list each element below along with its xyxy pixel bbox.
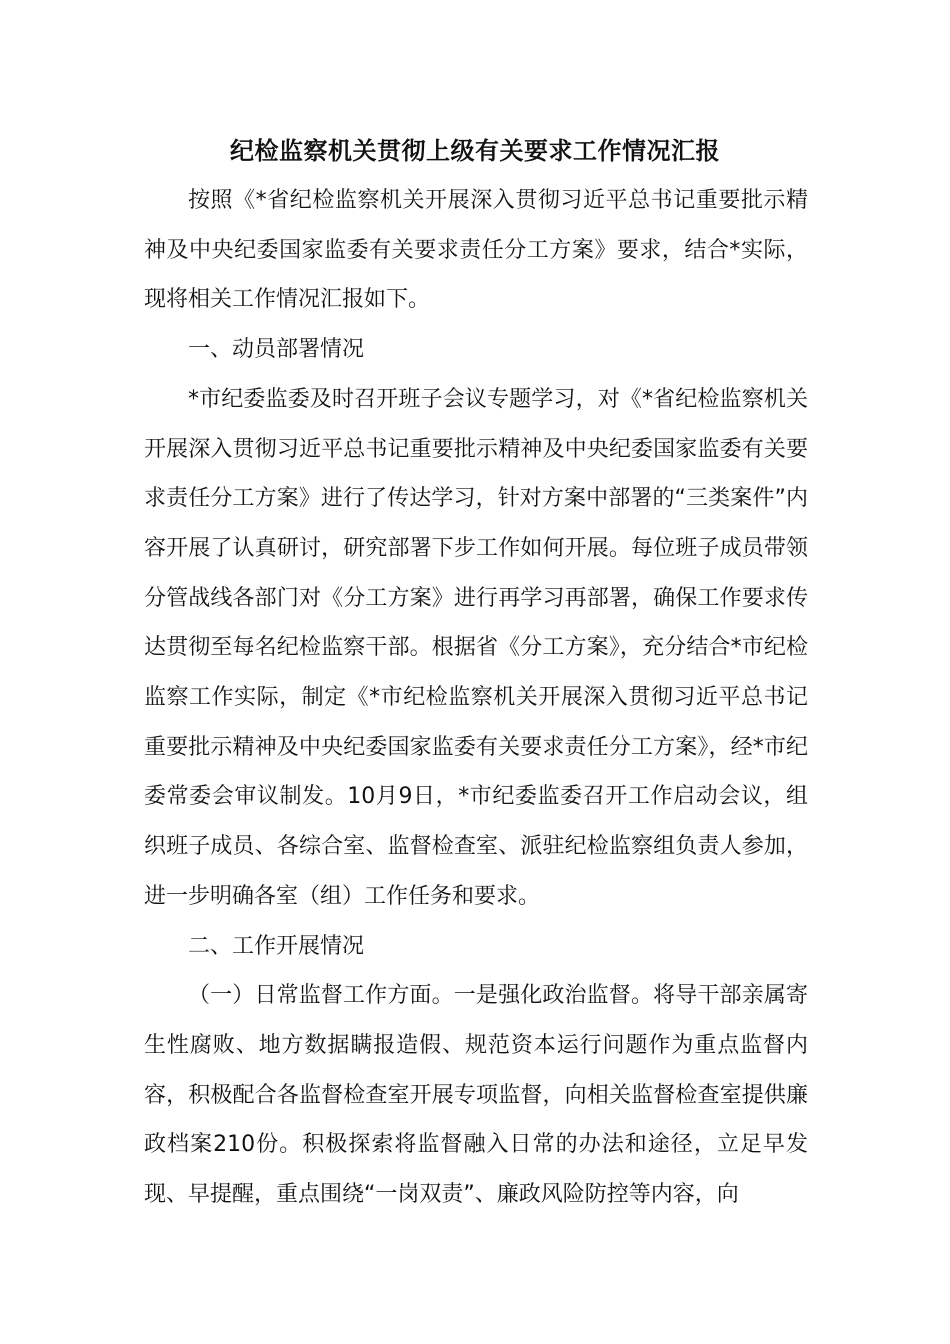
- section-heading-2: 二、工作开展情况: [188, 933, 365, 959]
- section-heading-1: 一、动员部署情况: [188, 337, 365, 363]
- intro-paragraph: 按照《*省纪检监察机关开展深入贯彻习近平总书记重要批示精神及中央纪委国家监委有关要求责任分工方案》要求，结合*实际，现将相关工作情况汇报如下。: [144, 188, 808, 313]
- section-1-paragraph: *市纪委监委及时召开班子会议专题学习，对《*省纪检监察机关开展深入贯彻习近平总书记重要批示精神及中央纪委国家监委有关要求责任分工方案》进行了传达学习，针对方案中部署的“三类案件”内容开展了认真研讨，研究部署下步工作如何开展。每位班子成员带领分管战线各部门对《分工方案》进行再学习再部署，确保工作要求传达贯彻至每名纪检监察干部。根据省《分工方案》，充分结合*市纪检监察工作实际，制定《*市纪检监察机关开展深入贯彻习近平总书记重要批示精神及中央纪委国家监委有关要求责任分工方案》，经*市纪委常委会审议制发。10月9日，*市纪委监委召开工作启动会议，组织班子成员、各综合室、监督检查室、派驻纪检监察组负责人参加，进一步明确各室（组）工作任务和要求。: [144, 386, 808, 909]
- document-body: [144, 176, 808, 1220]
- section-2-paragraph: （一）日常监督工作方面。一是强化政治监督。将导干部亲属寄生性腐败、地方数据瞒报造假、规范资本运行问题作为重点监督内容，积极配合各监督检查室开展专项监督，向相关监督检查室提供廉政档案210份。积极探索将监督融入日常的办法和途径，立足早发现、早提醒，重点围绕“一岗双责”、廉政风险防控等内容，向: [144, 983, 808, 1208]
- document-title: 纪检监察机关贯彻上级有关要求工作情况汇报: [230, 137, 720, 165]
